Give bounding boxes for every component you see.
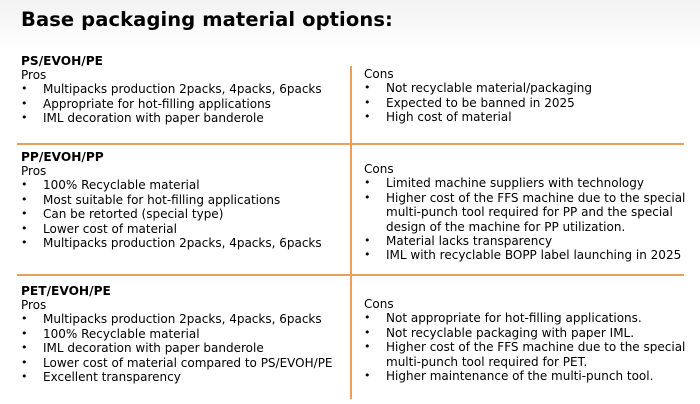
bullet-icon: • <box>364 110 371 124</box>
bullet-icon: • <box>21 326 28 340</box>
list-item: • Higher cost of the FFS machine due to the special <box>364 190 686 205</box>
bullet-icon: • <box>21 82 28 96</box>
cons-label: Cons <box>364 67 394 81</box>
pros-label: Pros <box>21 68 47 82</box>
page-title: Base packaging material options: <box>21 8 393 31</box>
bullet-icon: • <box>21 207 28 221</box>
list-item: • Can be retorted (special type) <box>21 207 224 222</box>
row-divider-2 <box>17 274 684 276</box>
list-item: • Multipacks production 2packs, 4packs, 6packs <box>21 236 322 251</box>
bullet-icon: • <box>364 325 371 339</box>
list-item: • Appropriate for hot-filling applications <box>21 96 271 111</box>
list-item: • Not recyclable packaging with paper IML. <box>364 325 635 340</box>
bullet-icon: • <box>21 370 28 384</box>
list-item: • 100% Recyclable material <box>21 178 200 193</box>
bullet-icon: • <box>21 96 28 110</box>
cons-list <box>364 81 592 124</box>
list-item-continuation: multi-punch tool required for PP and the special <box>386 205 673 220</box>
bullet-icon: • <box>364 340 371 354</box>
list-item: • Lower cost of material compared to PS/EVOH/PE <box>21 355 333 370</box>
bullet-icon: • <box>21 178 28 192</box>
bullet-icon: • <box>364 176 371 190</box>
bullet-icon: • <box>364 81 371 95</box>
section-heading: PET/EVOH/PE <box>21 284 111 298</box>
list-item: • Most suitable for hot-filling applications <box>21 192 281 207</box>
cons-label: Cons <box>364 297 394 311</box>
bullet-icon: • <box>21 355 28 369</box>
list-item: • IML decoration with paper banderole <box>21 111 264 126</box>
cons-list <box>364 176 685 262</box>
pros-label: Pros <box>21 298 47 312</box>
bullet-icon: • <box>21 312 28 326</box>
list-item: • Higher maintenance of the multi-punch tool. <box>364 369 654 384</box>
section-heading: PS/EVOH/PE <box>21 54 103 68</box>
bullet-icon: • <box>364 234 371 248</box>
section-pet-evoh-pe-pros <box>21 284 333 384</box>
section-pet-evoh-pe-cons <box>364 297 685 383</box>
bullet-icon: • <box>364 311 371 325</box>
list-item: • Multipacks production 2packs, 4packs, 6packs <box>21 312 322 327</box>
bullet-icon: • <box>21 111 28 125</box>
list-item: • Higher cost of the FFS machine due to the special <box>364 340 686 355</box>
list-item: • 100% Recyclable material <box>21 326 200 341</box>
bullet-icon: • <box>364 95 371 109</box>
section-pp-evoh-pp-pros <box>21 150 322 250</box>
bullet-icon: • <box>21 192 28 206</box>
list-item: • High cost of material <box>364 110 512 125</box>
section-pp-evoh-pp-cons <box>364 162 685 263</box>
section-ps-evoh-pe-cons <box>364 67 592 125</box>
cons-list <box>364 311 685 383</box>
bullet-icon: • <box>21 221 28 235</box>
list-item: • Limited machine suppliers with technology <box>364 176 644 191</box>
bullet-icon: • <box>21 236 28 250</box>
list-item: • Multipacks production 2packs, 4packs, 6packs <box>21 82 322 97</box>
pros-list <box>21 312 333 384</box>
list-item: • IML with recyclable BOPP label launching in 2025 <box>364 248 682 263</box>
bullet-icon: • <box>364 190 371 204</box>
list-item: • Lower cost of material <box>21 221 177 236</box>
pros-list <box>21 178 322 250</box>
list-item: • IML decoration with paper banderole <box>21 341 264 356</box>
pros-list <box>21 82 322 125</box>
bullet-icon: • <box>364 248 371 262</box>
cons-label: Cons <box>364 162 394 176</box>
list-item-continuation: multi-punch tool required for PET. <box>386 354 588 369</box>
list-item: • Material lacks transparency <box>364 234 553 249</box>
list-item: • Expected to be banned in 2025 <box>364 95 575 110</box>
list-item: • Not appropriate for hot-filling applications. <box>364 311 642 326</box>
list-item: • Not recyclable material/packaging <box>364 81 592 96</box>
pros-label: Pros <box>21 164 47 178</box>
section-ps-evoh-pe-pros <box>21 54 322 126</box>
bullet-icon: • <box>364 369 371 383</box>
list-item-continuation: design of the machine for PP utilization. <box>386 219 626 234</box>
list-item: • Excellent transparency <box>21 370 181 385</box>
bullet-icon: • <box>21 341 28 355</box>
section-heading: PP/EVOH/PP <box>21 150 104 164</box>
column-divider <box>350 66 352 399</box>
row-divider-1 <box>17 143 684 145</box>
